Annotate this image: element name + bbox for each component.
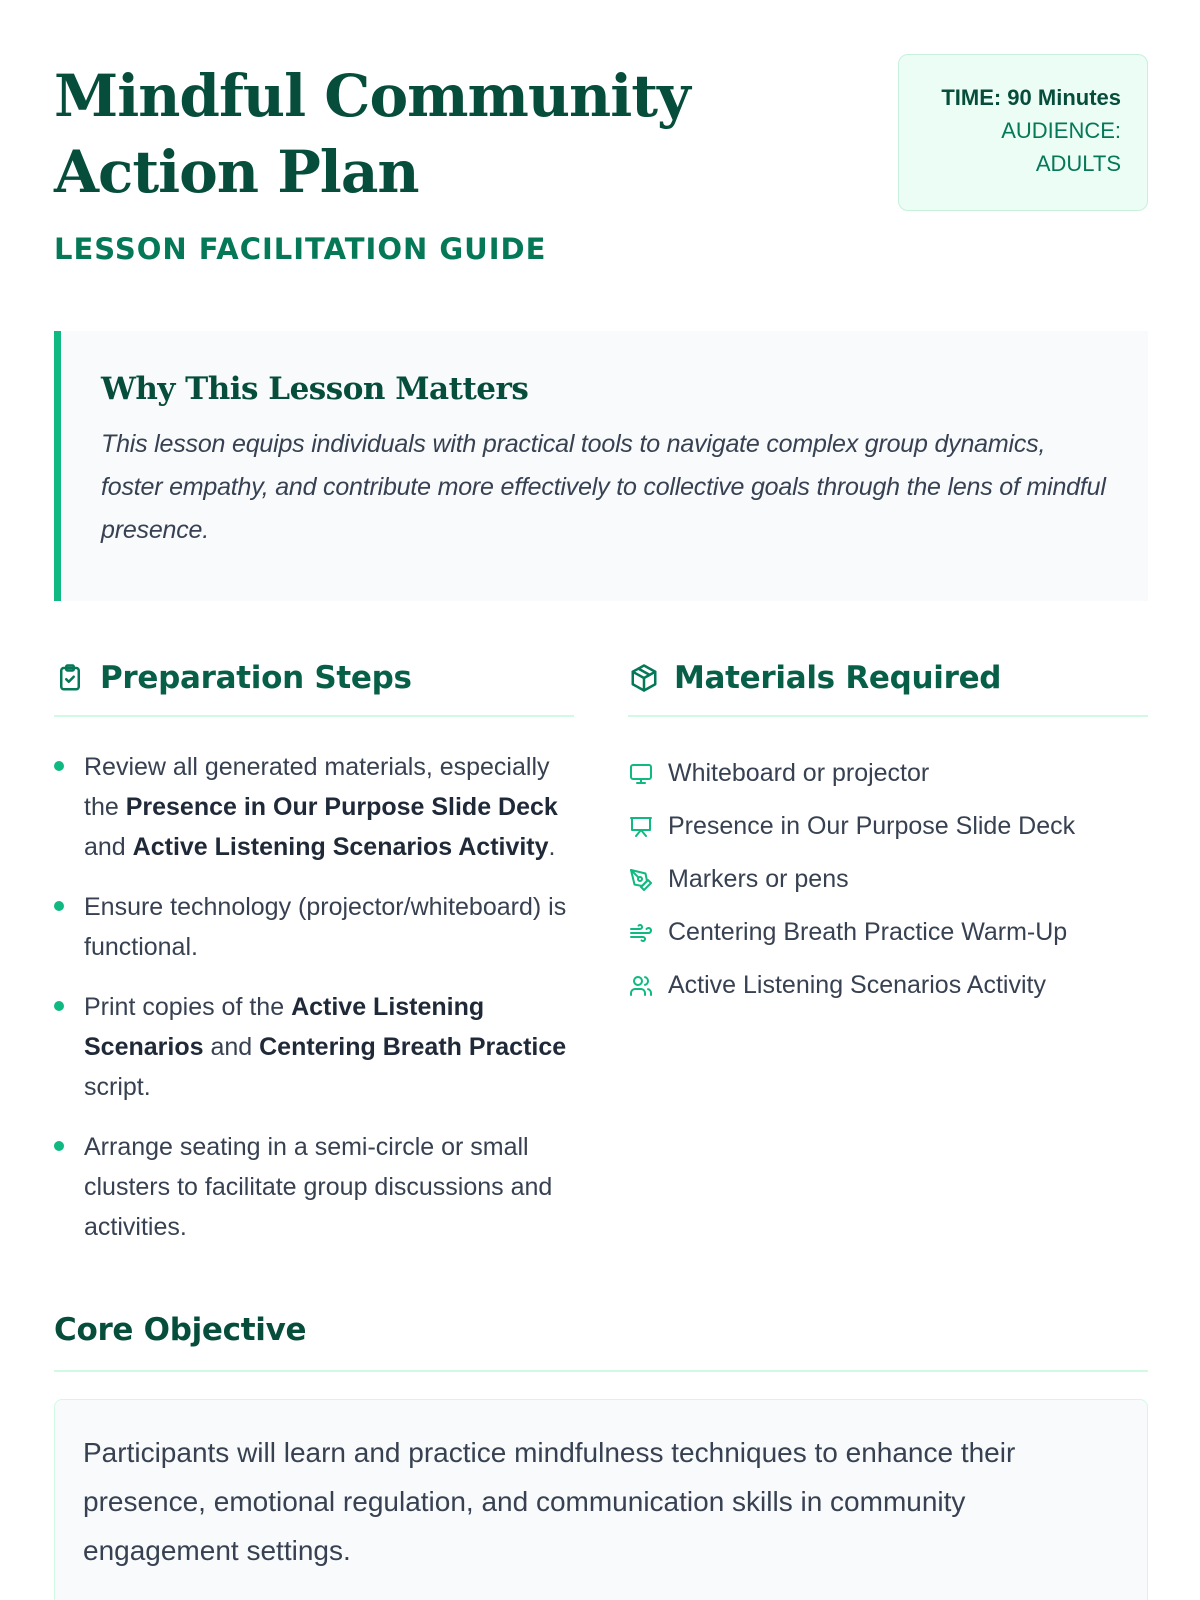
page-subtitle: LESSON FACILITATION GUIDE <box>54 232 547 266</box>
list-item: Centering Breath Practice Warm-Up <box>628 906 1148 959</box>
materials-header <box>628 655 1148 717</box>
monitor-icon <box>628 761 654 787</box>
core-objective-section <box>54 1312 1148 1600</box>
list-item: Ensure technology (projector/whiteboard) is functional. <box>54 887 574 967</box>
list-item: Whiteboard or projector <box>628 747 1148 800</box>
core-objective-box <box>54 1399 1148 1600</box>
materials-heading: Materials Required <box>674 660 1002 696</box>
core-objective-heading: Core Objective <box>54 1312 1148 1372</box>
clipboard-check-icon <box>54 662 86 694</box>
list-item: Print copies of the Active Listening Scenarios and Centering Breath Practice script. <box>54 987 574 1107</box>
page-title: Mindful Community Action Plan <box>54 62 690 206</box>
list-item: Arrange seating in a semi-circle or small clusters to facilitate group discussions and activities. <box>54 1127 574 1247</box>
meta-time: TIME: 90 Minutes <box>941 85 1121 110</box>
header <box>54 58 854 266</box>
preparation-section <box>54 655 574 1267</box>
presentation-icon <box>628 814 654 840</box>
list-item: Markers or pens <box>628 853 1148 906</box>
meta-audience: AUDIENCE: ADULTS <box>1001 118 1121 176</box>
package-icon <box>628 662 660 694</box>
why-title: Why This Lesson Matters <box>101 371 529 407</box>
list-item: Presence in Our Purpose Slide Deck <box>628 800 1148 853</box>
list-item: Review all generated materials, especially the Presence in Our Purpose Slide Deck and Active Listening Scenarios Activity. <box>54 747 574 867</box>
users-icon <box>628 973 654 999</box>
preparation-header <box>54 655 574 717</box>
list-item: Active Listening Scenarios Activity <box>628 959 1148 1012</box>
pen-icon <box>628 867 654 893</box>
wind-icon <box>628 920 654 946</box>
why-text: This lesson equips individuals with practical tools to navigate complex group dynamics, foster empathy, and contribute more effectively to collective goals through the lens of mindful presence. <box>101 430 1106 544</box>
materials-section <box>628 655 1148 1012</box>
preparation-list <box>54 747 574 1247</box>
why-section <box>54 331 1148 601</box>
lesson-meta-box <box>898 54 1148 211</box>
preparation-heading: Preparation Steps <box>100 660 412 696</box>
materials-list <box>628 747 1148 1012</box>
core-objective-text: Participants will learn and practice mindfulness techniques to enhance their presence, emotional regulation, and communication skills in community engagement settings. <box>83 1437 1016 1566</box>
